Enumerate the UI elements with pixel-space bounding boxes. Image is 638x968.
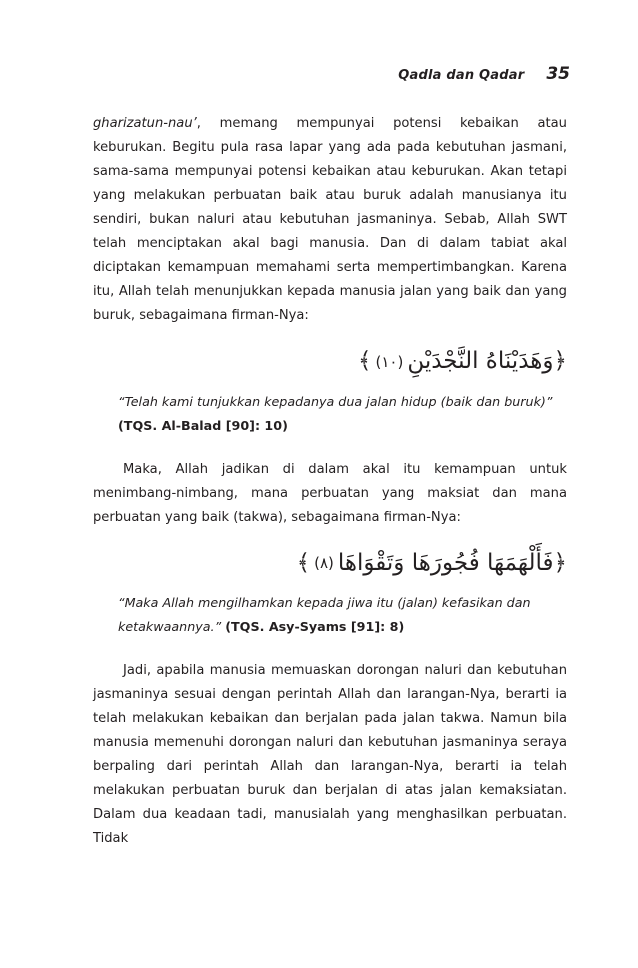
page-body [93,112,567,851]
ayah-number-mark: (٨) [314,554,334,572]
arabic-text: ﴿وَهَدَيْنَاهُ النَّجْدَيْنِ [407,348,567,374]
verse-closing-bracket: ﴾ [358,348,372,374]
paragraph-text: , memang mempunyai potensi kebaikan atau keburukan. Begitu pula rasa lapar yang ada pada kebutuhan jasmani, sama-sama mempunyai potensi kebaikan atau keburukan. Akan tetapi yang melakukan perbuatan baik atau buruk adalah manusianya itu sendiri, bukan naluri atau kebutuhan jasmaninya. Sebab, Allah SWT telah menciptakan akal bagi manusia. Dan di dalam tabiat akal diciptakan kemampuan memahami serta mempertimbangkan. Karena itu, Allah telah menunjukkan kepada manusia jalan yang baik dan yang buruk, sebagaimana firman-Nya: [93,116,567,323]
italic-term: gharizatun-nau’ [93,116,197,131]
paragraph: Maka, Allah jadikan di dalam akal itu kemampuan untuk menimbang-nimbang, mana perbuatan yang maksiat dan mana perbuatan yang baik (takwa), sebagaimana firman-Nya: [93,461,567,525]
page-header [398,64,570,84]
verse-reference: (TQS. Asy-Syams [91]: 8) [225,619,405,634]
translation-text: “Maka Allah mengilhamkan kepada jiwa itu (jalan) kefasikan dan ketakwaannya.” [118,595,531,634]
verse-translation [118,591,567,639]
translation-text: “Telah kami tunjukkan kepadanya dua jalan hidup (baik dan buruk)” [118,393,553,409]
running-title: Qadla dan Qadar [398,68,525,83]
verse-closing-bracket: ﴾ [296,549,311,576]
verse-reference: (TQS. Al-Balad [90]: 10) [118,417,288,433]
verse-translation [118,390,567,438]
paragraph: Jadi, apabila manusia memuaskan dorongan naluri dan kebutuhan jasmaninya sesuai dengan perintah Allah dan larangan-Nya, berarti ia telah melakukan kebaikan dan berjalan pada jalan takwa. Namun bila manusia memenuhi dorongan naluri dan kebutuhan jasmaninya seraya berpaling dari perintah Allah dan larangan-Nya, berarti ia telah melakukan perbuatan buruk dan berjalan di atas jalan kemaksiatan. Dalam dua keadaan tadi, manusialah yang menghasilkan perbuatan. Tidak [93,663,567,846]
arabic-text: ﴿فَأَلْهَمَهَا فُجُورَهَا وَتَقْوَاهَا [337,549,567,576]
ayah-number-mark: (١٠) [375,352,404,371]
quran-verse-arabic [93,341,567,382]
quran-verse-arabic [93,543,567,584]
paragraph [93,112,567,328]
page-number: 35 [546,64,570,84]
